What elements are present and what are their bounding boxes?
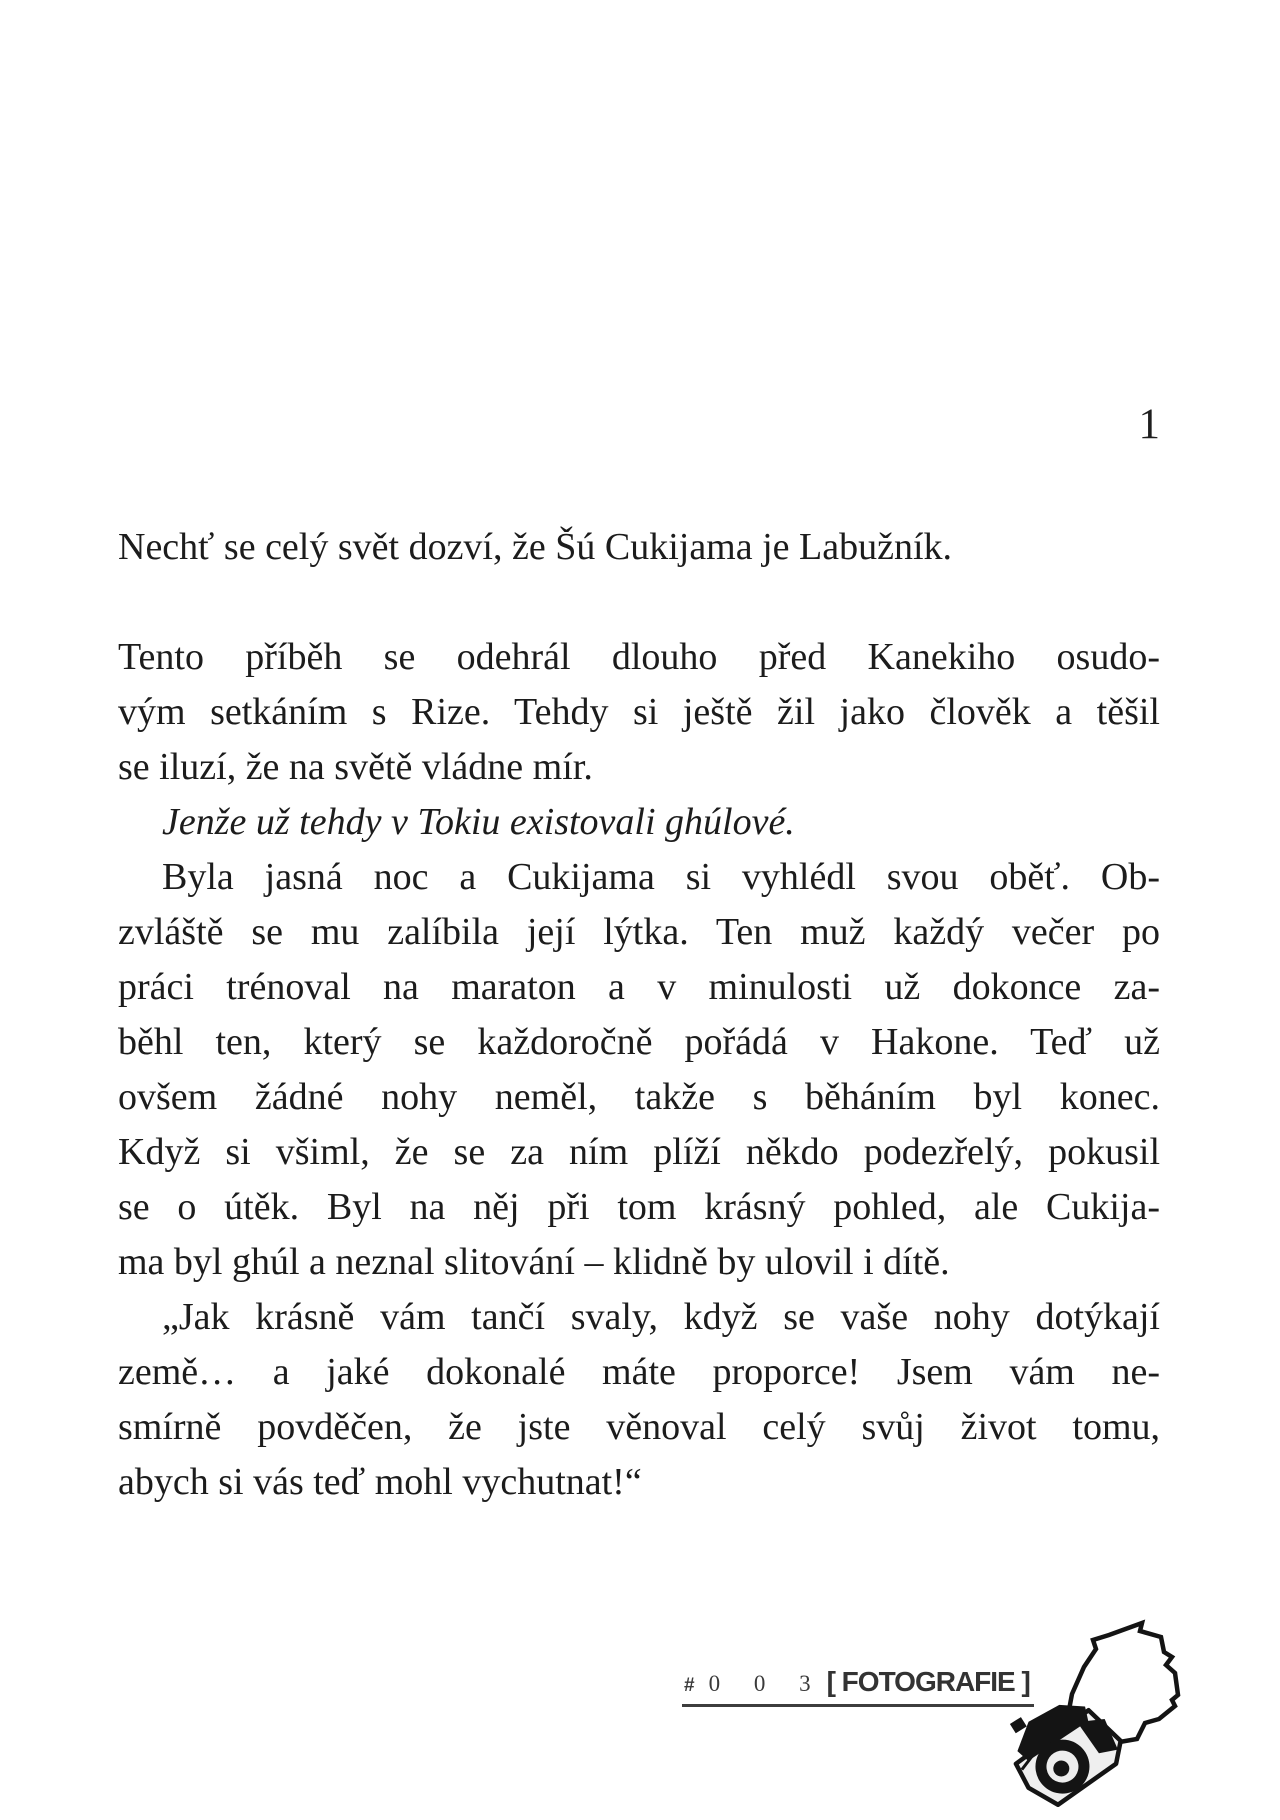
chapter-footer-tag <box>682 1666 1034 1707</box>
text-line: Jenže už tehdy v Tokiu existovali ghúlové. <box>162 801 795 843</box>
text-line: smírně povděčen, že jste věnoval celý svůj život tomu, <box>118 1406 1160 1448</box>
paragraph-italic-aside <box>118 795 1160 850</box>
text-line: běhl ten, který se každoročně pořádá v Hakone. Teď už <box>118 1021 1160 1063</box>
camera-sketch-icon <box>1008 1606 1188 1811</box>
paragraph-opening-line <box>118 520 1160 575</box>
text-line: se iluzí, že na světě vládne mír. <box>118 746 593 788</box>
chapter-title: [ FOTOGRAFIE ] <box>826 1666 1030 1697</box>
chapter-number: 0 0 3 <box>708 1671 825 1696</box>
text-line: Byla jasná noc a Cukijama si vyhlédl svou oběť. Ob- <box>162 856 1160 898</box>
chapter-hash: # <box>684 1675 695 1696</box>
text-line: ma byl ghúl a neznal slitování – klidně by ulovil i dítě. <box>118 1241 950 1283</box>
text-line: abych si vás teď mohl vychutnat!“ <box>118 1461 642 1503</box>
text-line: práci trénoval na maraton a v minulosti už dokonce za- <box>118 966 1160 1008</box>
page-number: 1 <box>1138 401 1160 448</box>
paragraph-narration-1 <box>118 630 1160 795</box>
text-line: vým setkáním s Rize. Tehdy si ještě žil jako člověk a těšil <box>118 691 1160 733</box>
text-line: ovšem žádné nohy neměl, takže s běháním byl konec. <box>118 1076 1160 1118</box>
text-line: Když si všiml, že se za ním plíží někdo podezřelý, pokusil <box>118 1131 1160 1173</box>
paragraph-narration-2 <box>118 850 1160 1290</box>
text-line: „Jak krásně vám tančí svaly, když se vaše nohy dotýkají <box>162 1296 1160 1338</box>
paragraph-dialogue <box>118 1290 1160 1510</box>
text-line: země… a jaké dokonalé máte proporce! Jsem vám ne- <box>118 1351 1160 1393</box>
text-block <box>118 520 1160 1510</box>
text-line: Tento příběh se odehrál dlouho před Kanekiho osudo- <box>118 636 1160 678</box>
text-line: Nechť se celý svět dozví, že Šú Cukijama je Labužník. <box>118 526 953 568</box>
text-line: zvláště se mu zalíbila její lýtka. Ten muž každý večer po <box>118 911 1160 953</box>
text-line: se o útěk. Byl na něj při tom krásný pohled, ale Cukija- <box>118 1186 1160 1228</box>
